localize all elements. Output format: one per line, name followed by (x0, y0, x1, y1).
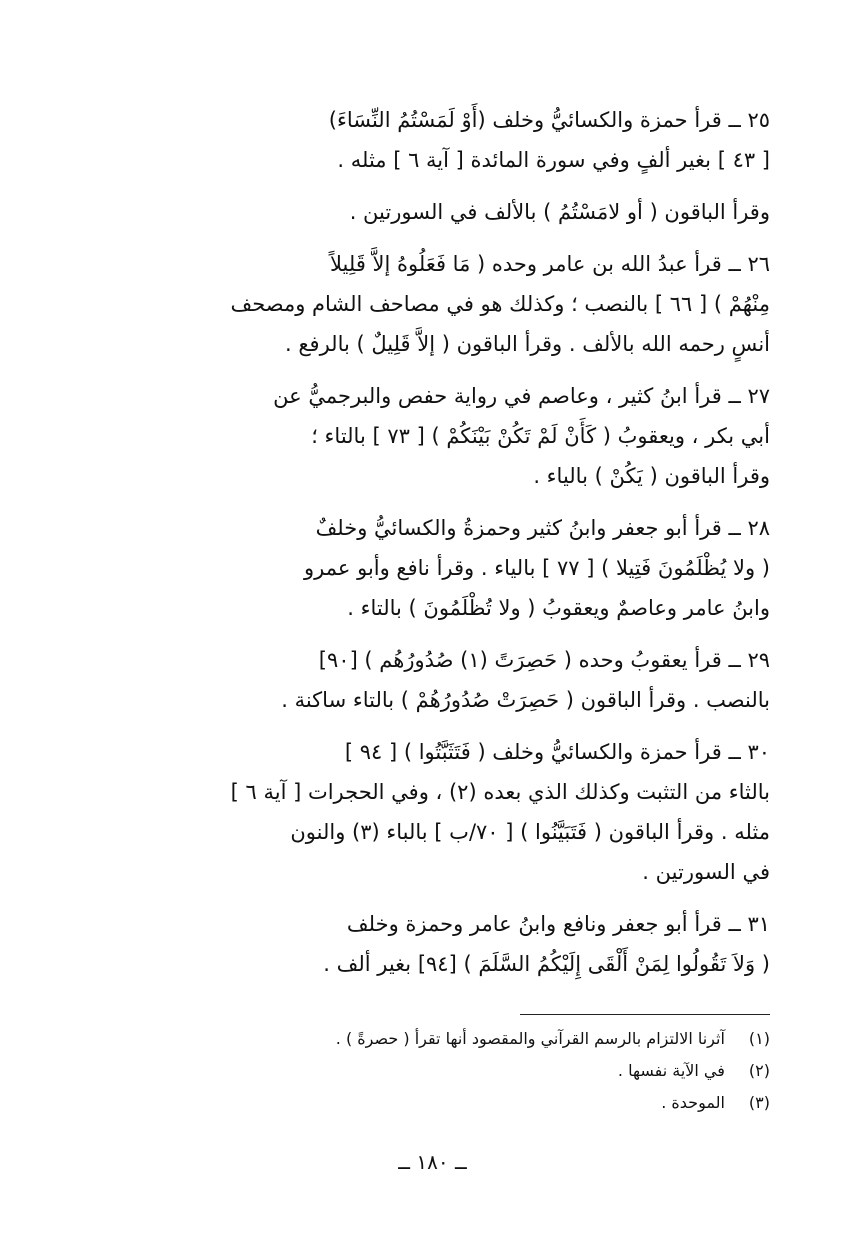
paragraph-29 (95, 640, 770, 720)
text-line: ٢٦ ــ قرأ عبدُ الله بن عامر وحده ( مَا فَعَلُوهُ إلاَّ قَلِيلاً (330, 252, 770, 276)
text-line: ٢٥ ــ قرأ حمزة والكسائيُّ وخلف (أَوْ لَمَسْتُمُ النِّسَاءَ) (328, 108, 770, 132)
text-line: مثله . وقرأ الباقون ( فَتَبَيَّنُوا ) [ ٧٠/ب ] بالباء (٣) والنون (290, 820, 770, 844)
text-line: ( وَلاَ تَقُولُوا لِمَنْ أَلْقَى إِلَيْكُمُ السَّلَمَ ) [٩٤] بغير ألف . (323, 952, 770, 976)
text-line: ( ولا يُظْلَمُونَ فَتِيلا ) [ ٧٧ ] بالياء . وقرأ نافع وأبو عمرو (304, 556, 770, 580)
footnote-2 (95, 1055, 770, 1087)
paragraph-25-continued (95, 192, 770, 232)
text-line: ٣٠ ــ قرأ حمزة والكسائيُّ وخلف ( فَتَثَبَّتُوا ) [ ٩٤ ] (344, 740, 770, 764)
text-line: وابنُ عامر وعاصمٌ ويعقوبُ ( ولا تُظْلَمُونَ ) بالتاء . (347, 596, 770, 620)
footnotes (95, 1014, 770, 1119)
footnote-text: الموحدة . (661, 1093, 725, 1112)
footnote-text: في الآية نفسها . (617, 1061, 725, 1080)
footnote-text: آثرنا الالتزام بالرسم القرآني والمقصود أنها تقرأ ( حصرةً ) . (335, 1029, 725, 1048)
text-line: مِنْهُمْ ) [ ٦٦ ] بالنصب ؛ وكذلك هو في مصاحف الشام ومصحف (230, 292, 770, 316)
text-line: ٢٧ ــ قرأ ابنُ كثير ، وعاصم في رواية حفص والبرجميُّ عن (273, 384, 770, 408)
text-line: وقرأ الباقون ( يَكُنْ ) بالياء . (533, 464, 770, 488)
book-page (95, 100, 770, 1210)
text-line: [ ٤٣ ] بغير ألفٍ وفي سورة المائدة [ آية ٦ ] مثله . (337, 148, 770, 172)
footnote-divider (520, 1014, 770, 1015)
text-line: ٣١ ــ قرأ أبو جعفر ونافع وابنُ عامر وحمزة وخلف (346, 912, 770, 936)
text-line: ٢٨ ــ قرأ أبو جعفر وابنُ كثير وحمزةُ والكسائيُّ وخلفٌ (315, 516, 770, 540)
paragraph-30 (95, 732, 770, 892)
footnote-number: (١) (748, 1029, 770, 1048)
paragraph-25 (95, 100, 770, 180)
footnote-1 (95, 1023, 770, 1055)
page-number: ــ ١٨٠ ــ (398, 1150, 467, 1174)
paragraph-27 (95, 376, 770, 496)
text-line: ٢٩ ــ قرأ يعقوبُ وحده ( حَصِرَتً (١) صُدُورُهُم ) [٩٠] (318, 648, 770, 672)
text-line: بالثاء من التثبت وكذلك الذي بعده (٢) ، وفي الحجرات [ آية ٦ ] (230, 780, 770, 804)
text-line: أبي بكر ، ويعقوبُ ( كَأَنْ لَمْ تَكُنْ بَيْنَكُمْ ) [ ٧٣ ] بالتاء ؛ (311, 424, 770, 448)
paragraph-26 (95, 244, 770, 364)
paragraph-28 (95, 508, 770, 628)
text-line: في السورتين . (642, 860, 770, 884)
footnote-3 (95, 1087, 770, 1119)
footnote-number: (٢) (748, 1061, 770, 1080)
text-line: وقرأ الباقون ( أو لامَسْتُمُ ) بالألف في السورتين . (349, 200, 770, 224)
footnote-number: (٣) (748, 1093, 770, 1112)
text-line: بالنصب . وقرأ الباقون ( حَصِرَتْ صُدُورُهُمْ ) بالتاء ساكنة . (281, 688, 770, 712)
text-line: أنسٍ رحمه الله بالألف . وقرأ الباقون ( إلاَّ قَلِيلٌ ) بالرفع . (285, 332, 770, 356)
paragraph-31 (95, 904, 770, 984)
